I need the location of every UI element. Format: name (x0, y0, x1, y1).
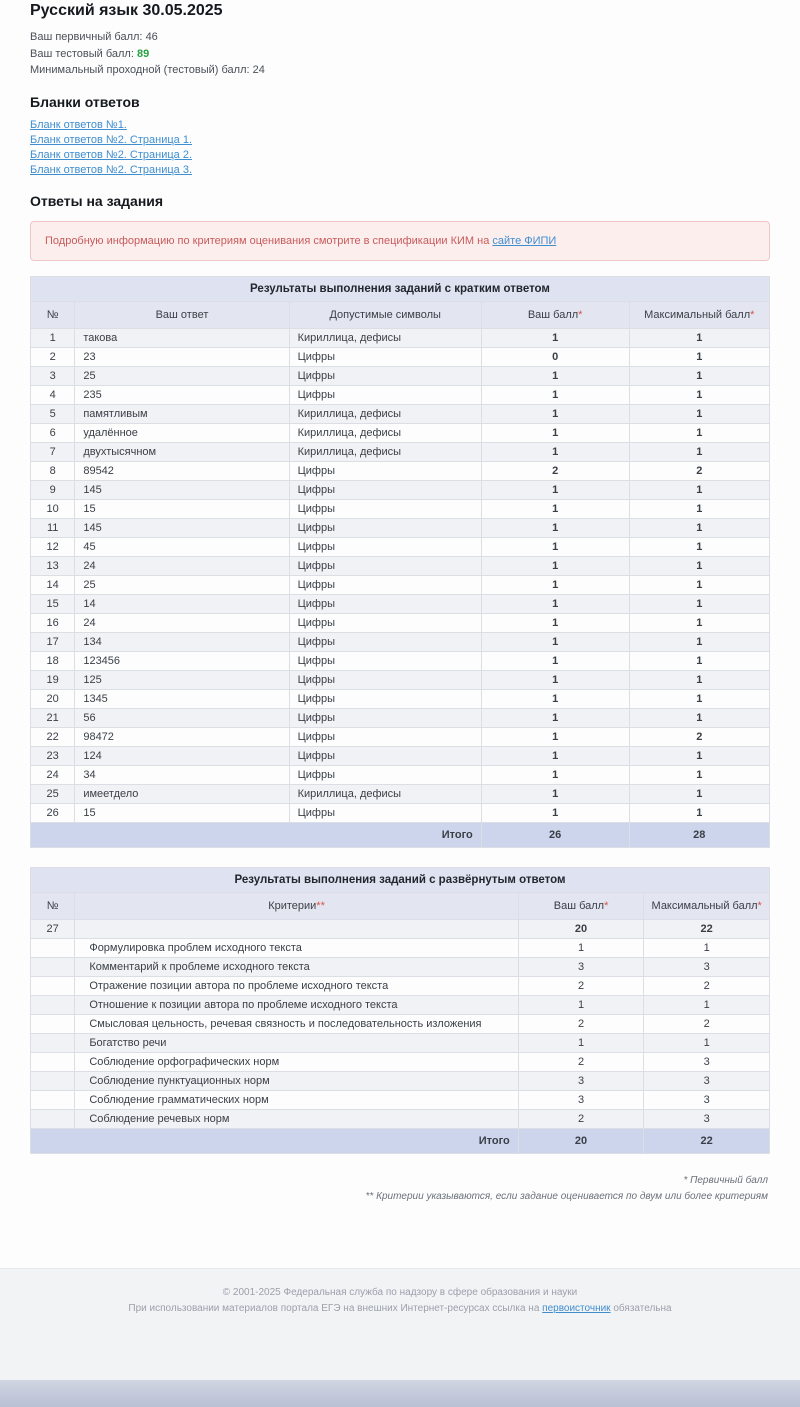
cell-your-answer: 235 (75, 385, 289, 404)
short-answer-row (31, 518, 770, 537)
short-answer-row (31, 727, 770, 746)
test-score-line (30, 46, 770, 63)
cell-max-score: 3 (644, 1090, 770, 1109)
cell-your-answer: 125 (75, 670, 289, 689)
cell-max-score: 3 (644, 957, 770, 976)
cell-your-answer: 24 (75, 613, 289, 632)
cell-your-score: 1 (481, 556, 629, 575)
cell-your-score: 0 (481, 347, 629, 366)
cell-your-score: 1 (518, 938, 644, 957)
cell-your-score: 3 (518, 1071, 644, 1090)
cell-allowed-symbols: Цифры (289, 556, 481, 575)
cell-your-score: 3 (518, 1090, 644, 1109)
cell-allowed-symbols: Цифры (289, 632, 481, 651)
cell-task-number: 8 (31, 461, 75, 480)
answer-blank-link[interactable]: Бланк ответов №2. Страница 1. (30, 133, 193, 146)
criteria-row (31, 1090, 770, 1109)
cell-allowed-symbols: Цифры (289, 727, 481, 746)
short-answer-row (31, 746, 770, 765)
task-criteria-empty (75, 919, 518, 938)
criteria-notice (30, 221, 770, 261)
cell-your-answer: памятливым (75, 404, 289, 423)
cell-max-score: 1 (644, 938, 770, 957)
cell-allowed-symbols: Кириллица, дефисы (289, 404, 481, 423)
column-header-label: Ваш ответ (155, 308, 209, 321)
short-answer-row (31, 803, 770, 822)
cell-task-number (31, 957, 75, 976)
detailed-answer-total-label: Итого (31, 1128, 519, 1153)
column-header (481, 301, 629, 328)
cell-your-answer: 124 (75, 746, 289, 765)
short-answer-table-header-row (31, 301, 770, 328)
cell-max-score: 1 (644, 995, 770, 1014)
cell-task-number: 3 (31, 366, 75, 385)
cell-task-number (31, 976, 75, 995)
short-answer-row (31, 689, 770, 708)
criteria-row (31, 938, 770, 957)
cell-task-number: 24 (31, 765, 75, 784)
cell-max-score: 2 (644, 1014, 770, 1033)
cell-max-score: 1 (629, 537, 769, 556)
cell-max-score: 1 (629, 708, 769, 727)
detailed-answer-total-row (31, 1128, 770, 1153)
cell-your-answer: такова (75, 328, 289, 347)
cell-task-number: 9 (31, 480, 75, 499)
cell-criteria-label: Соблюдение речевых норм (75, 1109, 518, 1128)
cell-task-number: 21 (31, 708, 75, 727)
short-answer-row (31, 670, 770, 689)
column-header (75, 301, 289, 328)
cell-task-number (31, 938, 75, 957)
cell-criteria-label: Формулировка проблем исходного текста (75, 938, 518, 957)
cell-task-number: 18 (31, 651, 75, 670)
cell-task-number: 15 (31, 594, 75, 613)
primary-score-label: Ваш первичный балл: (30, 31, 143, 43)
cell-max-score: 1 (629, 632, 769, 651)
short-answer-row (31, 442, 770, 461)
column-header (75, 892, 518, 919)
cell-task-number: 13 (31, 556, 75, 575)
cell-your-score: 2 (518, 1052, 644, 1071)
short-answer-row (31, 347, 770, 366)
criteria-row (31, 957, 770, 976)
cell-max-score: 2 (629, 461, 769, 480)
column-header (289, 301, 481, 328)
cell-your-answer: 98472 (75, 727, 289, 746)
cell-your-score: 2 (518, 976, 644, 995)
short-answer-total-row (31, 822, 770, 847)
cell-your-score: 1 (481, 366, 629, 385)
cell-allowed-symbols: Кириллица, дефисы (289, 784, 481, 803)
cell-max-score: 1 (644, 1033, 770, 1052)
cell-allowed-symbols: Цифры (289, 347, 481, 366)
column-header-label: Критерии (268, 899, 317, 912)
short-answer-row (31, 404, 770, 423)
column-header (31, 301, 75, 328)
column-header-label: Ваш балл (527, 308, 579, 321)
required-asterisk: * (757, 899, 762, 912)
cell-your-score: 1 (481, 385, 629, 404)
short-answer-row (31, 651, 770, 670)
short-answer-row (31, 499, 770, 518)
column-header-label: Максимальный балл (651, 899, 758, 912)
cell-allowed-symbols: Цифры (289, 708, 481, 727)
short-answer-row (31, 423, 770, 442)
column-header-label: № (46, 308, 59, 321)
task-max: 22 (644, 919, 770, 938)
cell-your-answer: 145 (75, 480, 289, 499)
cell-allowed-symbols: Цифры (289, 594, 481, 613)
cell-task-number: 12 (31, 537, 75, 556)
footer-usage-after: обязательна (613, 1303, 672, 1314)
cell-your-score: 1 (481, 727, 629, 746)
cell-your-answer: 25 (75, 366, 289, 385)
criteria-row (31, 995, 770, 1014)
footer-usage-line (0, 1301, 800, 1317)
cell-task-number: 7 (31, 442, 75, 461)
cell-allowed-symbols: Цифры (289, 689, 481, 708)
cell-criteria-label: Отражение позиции автора по проблеме исходного текста (75, 976, 518, 995)
detailed-answer-table (30, 867, 770, 1154)
cell-max-score: 1 (629, 575, 769, 594)
cell-your-answer: 25 (75, 575, 289, 594)
detailed-answer-table-title: Результаты выполнения заданий с развёрнутым ответом (31, 867, 770, 892)
cell-your-score: 1 (481, 613, 629, 632)
cell-max-score: 1 (629, 613, 769, 632)
required-asterisk: * (604, 899, 609, 912)
required-asterisk: * (578, 308, 583, 321)
cell-your-score: 1 (481, 537, 629, 556)
cell-allowed-symbols: Цифры (289, 537, 481, 556)
cell-task-number (31, 1014, 75, 1033)
cell-max-score: 2 (629, 727, 769, 746)
column-header (518, 892, 644, 919)
cell-max-score: 1 (629, 803, 769, 822)
cell-your-answer: 56 (75, 708, 289, 727)
cell-max-score: 1 (629, 499, 769, 518)
cell-allowed-symbols: Кириллица, дефисы (289, 423, 481, 442)
cell-task-number: 6 (31, 423, 75, 442)
required-asterisk: ** (316, 899, 325, 912)
cell-your-score: 1 (481, 594, 629, 613)
cell-allowed-symbols: Цифры (289, 803, 481, 822)
cell-criteria-label: Богатство речи (75, 1033, 518, 1052)
criteria-row (31, 1052, 770, 1071)
short-answer-row (31, 328, 770, 347)
cell-max-score: 1 (629, 784, 769, 803)
cell-allowed-symbols: Цифры (289, 518, 481, 537)
cell-max-score: 1 (629, 689, 769, 708)
short-answer-row (31, 632, 770, 651)
short-answer-total-label: Итого (31, 822, 482, 847)
short-answer-table-title-row (31, 276, 770, 301)
fipi-site-link[interactable]: сайте ФИПИ (492, 234, 557, 247)
cell-your-score: 1 (481, 632, 629, 651)
cell-your-score: 1 (481, 746, 629, 765)
cell-criteria-label: Комментарий к проблеме исходного текста (75, 957, 518, 976)
cell-task-number: 19 (31, 670, 75, 689)
cell-your-score: 1 (481, 423, 629, 442)
min-score-value: 24 (252, 64, 265, 76)
cell-your-score: 1 (481, 575, 629, 594)
short-answer-row (31, 537, 770, 556)
cell-allowed-symbols: Цифры (289, 613, 481, 632)
cell-task-number: 10 (31, 499, 75, 518)
cell-max-score: 2 (644, 976, 770, 995)
detailed-answer-table-header-row (31, 892, 770, 919)
cell-allowed-symbols: Цифры (289, 366, 481, 385)
cell-max-score: 1 (629, 423, 769, 442)
cell-your-score: 1 (481, 480, 629, 499)
cell-max-score: 1 (629, 765, 769, 784)
cell-your-score: 1 (518, 1033, 644, 1052)
cell-allowed-symbols: Цифры (289, 746, 481, 765)
cell-criteria-label: Соблюдение пунктуационных норм (75, 1071, 518, 1090)
cell-your-score: 1 (518, 995, 644, 1014)
cell-max-score: 3 (644, 1109, 770, 1128)
column-header-label: Ваш балл (553, 899, 605, 912)
cell-your-answer: имеетдело (75, 784, 289, 803)
column-header-label: № (46, 899, 59, 912)
cell-max-score: 1 (629, 518, 769, 537)
cell-task-number: 5 (31, 404, 75, 423)
answer-blank-link[interactable]: Бланк ответов №1. (30, 118, 127, 131)
short-answer-row (31, 575, 770, 594)
detailed-answer-table-title-row (31, 867, 770, 892)
short-answer-total-score: 26 (481, 822, 629, 847)
cell-task-number: 4 (31, 385, 75, 404)
cell-task-number: 26 (31, 803, 75, 822)
cell-task-number (31, 1052, 75, 1071)
detailed-answer-table-body (31, 919, 770, 1128)
short-answer-row (31, 366, 770, 385)
cell-your-score: 1 (481, 670, 629, 689)
detailed-answer-total-max: 22 (644, 1128, 770, 1153)
cell-your-score: 1 (481, 442, 629, 461)
cell-task-number: 25 (31, 784, 75, 803)
criteria-notice-text: Подробную информацию по критериям оценивания смотрите в спецификации КИМ на (45, 234, 490, 247)
column-header (31, 892, 75, 919)
cell-allowed-symbols: Кириллица, дефисы (289, 328, 481, 347)
cell-task-number (31, 1109, 75, 1128)
cell-criteria-label: Соблюдение грамматических норм (75, 1090, 518, 1109)
cell-your-score: 1 (481, 708, 629, 727)
cell-allowed-symbols: Цифры (289, 461, 481, 480)
detailed-answer-total-score: 20 (518, 1128, 644, 1153)
answers-heading: Ответы на задания (30, 192, 164, 209)
short-answer-row (31, 613, 770, 632)
cell-task-number (31, 1071, 75, 1090)
task-score: 20 (518, 919, 644, 938)
cell-your-answer: 14 (75, 594, 289, 613)
task-27-row (31, 919, 770, 938)
short-answer-row (31, 461, 770, 480)
cell-your-answer: 24 (75, 556, 289, 575)
criteria-row (31, 1033, 770, 1052)
short-answer-table-title: Результаты выполнения заданий с кратким ответом (31, 276, 770, 301)
cell-allowed-symbols: Кириллица, дефисы (289, 442, 481, 461)
answer-blank-link[interactable]: Бланк ответов №2. Страница 3. (30, 163, 193, 176)
footnote: * Первичный балл (683, 1174, 768, 1186)
task-number: 27 (31, 919, 75, 938)
cell-your-answer: 15 (75, 499, 289, 518)
short-answer-total-max: 28 (629, 822, 769, 847)
cell-your-score: 3 (518, 957, 644, 976)
footnotes (30, 1173, 770, 1205)
cell-task-number: 22 (31, 727, 75, 746)
cell-criteria-label: Смысловая цельность, речевая связность и последовательность изложения (75, 1014, 518, 1033)
cell-your-score: 1 (481, 651, 629, 670)
cell-max-score: 1 (629, 366, 769, 385)
cell-max-score: 1 (629, 328, 769, 347)
short-answer-row (31, 765, 770, 784)
footnote: ** Критерии указываются, если задание оценивается по двум или более критериям (365, 1190, 768, 1202)
blanks-heading: Бланки ответов (30, 93, 140, 110)
cell-allowed-symbols: Цифры (289, 670, 481, 689)
cell-your-score: 1 (481, 404, 629, 423)
short-answer-row (31, 594, 770, 613)
cell-max-score: 3 (644, 1071, 770, 1090)
short-answer-row (31, 385, 770, 404)
page-title: Русский язык 30.05.2025 (30, 2, 223, 19)
cell-your-answer: 145 (75, 518, 289, 537)
cell-task-number: 23 (31, 746, 75, 765)
cell-your-answer: 134 (75, 632, 289, 651)
cell-task-number: 16 (31, 613, 75, 632)
short-answer-table (30, 276, 770, 848)
footer-copyright: © 2001-2025 Федеральная служба по надзору в сфере образования и науки (222, 1287, 578, 1298)
short-answer-row (31, 480, 770, 499)
cell-max-score: 1 (629, 594, 769, 613)
column-header-label: Максимальный балл (644, 308, 751, 321)
column-header (629, 301, 769, 328)
cell-your-answer: удалённое (75, 423, 289, 442)
cell-task-number: 20 (31, 689, 75, 708)
bottom-strip (0, 1380, 800, 1407)
cell-max-score: 1 (629, 556, 769, 575)
primary-score-line (30, 29, 770, 46)
cell-your-score: 1 (481, 518, 629, 537)
cell-your-score: 1 (481, 328, 629, 347)
cell-max-score: 3 (644, 1052, 770, 1071)
cell-your-answer: 89542 (75, 461, 289, 480)
cell-your-answer: 45 (75, 537, 289, 556)
cell-max-score: 1 (629, 651, 769, 670)
cell-task-number: 2 (31, 347, 75, 366)
test-score-value: 89 (136, 47, 150, 60)
criteria-row (31, 1014, 770, 1033)
cell-your-score: 2 (518, 1109, 644, 1128)
cell-your-score: 1 (481, 803, 629, 822)
criteria-row (31, 976, 770, 995)
cell-max-score: 1 (629, 746, 769, 765)
footer-source-link[interactable]: первоисточник (542, 1303, 611, 1314)
cell-your-answer: 34 (75, 765, 289, 784)
cell-allowed-symbols: Цифры (289, 575, 481, 594)
required-asterisk: * (750, 308, 755, 321)
cell-task-number: 14 (31, 575, 75, 594)
short-answer-table-body (31, 328, 770, 822)
answer-blanks-links (30, 118, 770, 178)
criteria-row (31, 1071, 770, 1090)
short-answer-row (31, 784, 770, 803)
cell-task-number (31, 995, 75, 1014)
cell-max-score: 1 (629, 442, 769, 461)
cell-your-score: 1 (481, 499, 629, 518)
footer-usage-before: При использовании материалов портала ЕГЭ на внешних Интернет-ресурсах ссылка на (128, 1303, 540, 1314)
cell-your-answer: 123456 (75, 651, 289, 670)
cell-your-score: 1 (481, 784, 629, 803)
cell-allowed-symbols: Цифры (289, 765, 481, 784)
cell-max-score: 1 (629, 670, 769, 689)
cell-allowed-symbols: Цифры (289, 385, 481, 404)
cell-criteria-label: Соблюдение орфографических норм (75, 1052, 518, 1071)
cell-criteria-label: Отношение к позиции автора по проблеме исходного текста (75, 995, 518, 1014)
cell-your-answer: двухтысячном (75, 442, 289, 461)
cell-your-answer: 23 (75, 347, 289, 366)
primary-score-value: 46 (145, 31, 158, 43)
cell-task-number (31, 1090, 75, 1109)
min-score-label: Минимальный проходной (тестовый) балл: (30, 64, 250, 76)
cell-your-answer: 15 (75, 803, 289, 822)
cell-task-number: 1 (31, 328, 75, 347)
column-header-label: Допустимые символы (329, 308, 441, 321)
column-header (644, 892, 770, 919)
cell-max-score: 1 (629, 404, 769, 423)
cell-your-score: 2 (518, 1014, 644, 1033)
criteria-row (31, 1109, 770, 1128)
short-answer-row (31, 708, 770, 727)
test-score-label: Ваш тестовый балл: (30, 47, 134, 60)
cell-your-answer: 1345 (75, 689, 289, 708)
cell-max-score: 1 (629, 347, 769, 366)
cell-max-score: 1 (629, 480, 769, 499)
cell-your-score: 1 (481, 689, 629, 708)
answer-blank-link[interactable]: Бланк ответов №2. Страница 2. (30, 148, 193, 161)
cell-max-score: 1 (629, 385, 769, 404)
min-score-line (30, 62, 770, 79)
short-answer-row (31, 556, 770, 575)
cell-your-score: 1 (481, 765, 629, 784)
cell-allowed-symbols: Цифры (289, 499, 481, 518)
cell-task-number (31, 1033, 75, 1052)
cell-your-score: 2 (481, 461, 629, 480)
cell-allowed-symbols: Цифры (289, 651, 481, 670)
cell-allowed-symbols: Цифры (289, 480, 481, 499)
cell-task-number: 11 (31, 518, 75, 537)
page-footer (0, 1268, 800, 1380)
cell-task-number: 17 (31, 632, 75, 651)
